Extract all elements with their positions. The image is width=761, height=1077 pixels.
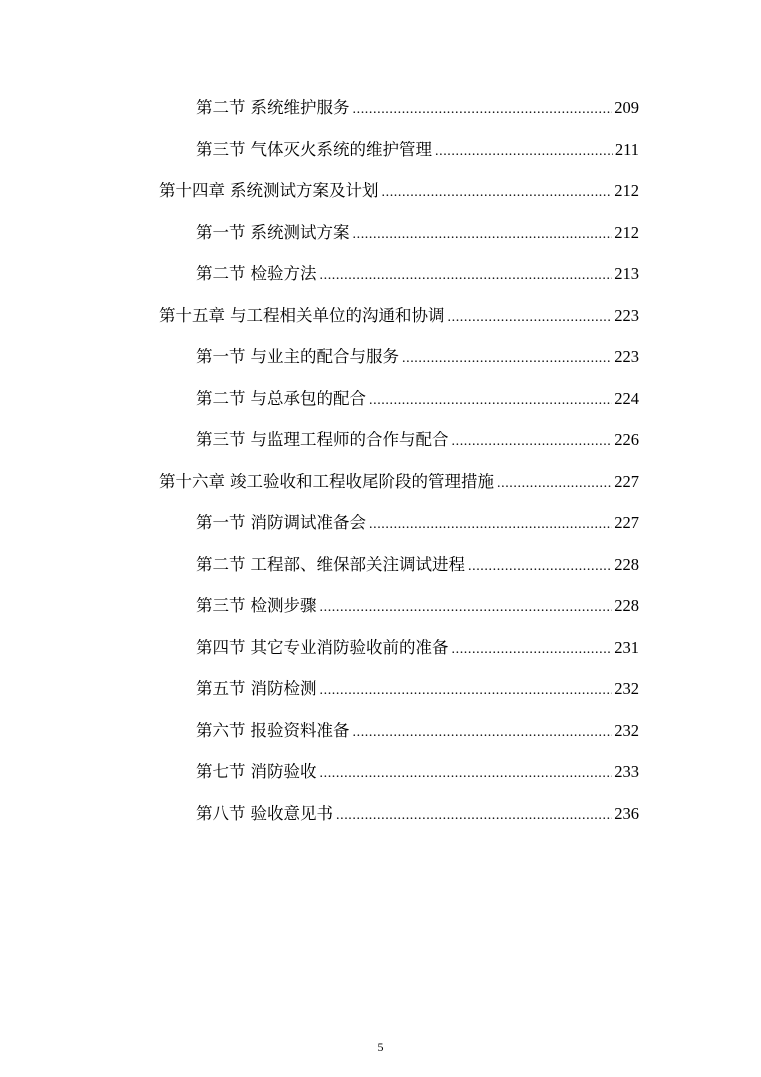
- toc-entry-title: [159, 470, 494, 494]
- toc-entry-page: 223: [614, 306, 639, 325]
- toc-entry-number: 第二节: [196, 389, 246, 408]
- toc-entry-number: 第三节: [196, 430, 246, 449]
- dot-leader: [382, 181, 613, 205]
- dot-leader: [320, 762, 613, 786]
- dot-leader: [468, 555, 612, 579]
- toc-entry-number: 第八节: [196, 804, 246, 823]
- toc-entry-label: 工程部、维保部关注调试进程: [250, 555, 465, 574]
- toc-entry[interactable]: [196, 138, 639, 162]
- toc-entry-title: [196, 553, 465, 577]
- dot-leader: [435, 140, 613, 164]
- toc-entry-title: [196, 511, 366, 535]
- toc-entry-number: 第五节: [196, 679, 246, 698]
- toc-entry-number: 第二节: [196, 555, 246, 574]
- toc-entry[interactable]: [196, 511, 639, 535]
- toc-entry-page: 232: [614, 679, 639, 698]
- toc-entry-label: 系统测试方案及计划: [230, 181, 379, 200]
- toc-entry[interactable]: [196, 636, 639, 660]
- toc-entry-page: 236: [614, 804, 639, 823]
- toc-entry[interactable]: [196, 677, 639, 701]
- toc-entry-number: 第二节: [196, 264, 246, 283]
- toc-entry-label: 检测步骤: [250, 596, 317, 615]
- toc-entry-title: [196, 802, 333, 826]
- toc-entry-page: 228: [614, 555, 639, 574]
- toc-entry-label: 系统维护服务: [250, 98, 350, 117]
- toc-entry-title: [196, 345, 399, 369]
- toc-entry-label: 检验方法: [250, 264, 317, 283]
- dot-leader: [353, 98, 613, 122]
- toc-entry-label: 与监理工程师的合作与配合: [250, 430, 449, 449]
- toc-entry-number: 第十六章: [159, 472, 225, 491]
- toc-entry-number: 第一节: [196, 223, 246, 242]
- toc-entry-title: [159, 179, 379, 203]
- toc-entry-number: 第十五章: [159, 306, 225, 325]
- dot-leader: [402, 347, 612, 371]
- toc-entry[interactable]: [196, 719, 639, 743]
- toc-entry[interactable]: [196, 553, 639, 577]
- toc-entry-title: [196, 677, 317, 701]
- toc-entry-page: 226: [614, 430, 639, 449]
- page-number: 5: [377, 1040, 384, 1054]
- dot-leader: [369, 513, 612, 537]
- toc-entry-number: 第六节: [196, 721, 246, 740]
- toc-entry-page: 212: [614, 181, 639, 200]
- toc-entry-number: 第二节: [196, 98, 246, 117]
- dot-leader: [452, 638, 613, 662]
- toc-entry-label: 消防检测: [250, 679, 317, 698]
- toc-entry[interactable]: [159, 470, 639, 494]
- toc-entry-page: 227: [614, 513, 639, 532]
- toc-entry-page: 223: [614, 347, 639, 366]
- dot-leader: [320, 264, 613, 288]
- toc-entry-number: 第三节: [196, 140, 246, 159]
- toc-entry[interactable]: [196, 760, 639, 784]
- toc-entry-number: 第十四章: [159, 181, 225, 200]
- dot-leader: [353, 223, 613, 247]
- toc-entry-title: [196, 428, 449, 452]
- toc-entry-label: 系统测试方案: [250, 223, 350, 242]
- toc-entry[interactable]: [196, 594, 639, 618]
- toc-entry[interactable]: [196, 387, 639, 411]
- dot-leader: [320, 596, 613, 620]
- toc-entry-page: 232: [614, 721, 639, 740]
- toc-entry-title: [196, 636, 449, 660]
- toc-entry-label: 消防验收: [250, 762, 317, 781]
- toc-entry-label: 报验资料准备: [250, 721, 350, 740]
- dot-leader: [336, 804, 612, 828]
- toc-entry-page: 209: [614, 98, 639, 117]
- toc-entry-title: [196, 221, 350, 245]
- toc-entry-label: 与业主的配合与服务: [250, 347, 399, 366]
- toc-entry-number: 第七节: [196, 762, 246, 781]
- toc-entry-page: 224: [614, 389, 639, 408]
- toc-entry[interactable]: [159, 304, 639, 328]
- toc-entry[interactable]: [196, 802, 639, 826]
- toc-entry-title: [159, 304, 445, 328]
- toc-entry[interactable]: [196, 345, 639, 369]
- toc-entry-page: 211: [614, 140, 639, 159]
- toc-entry-number: 第四节: [196, 638, 246, 657]
- toc-entry-title: [196, 262, 317, 286]
- toc-entry-title: [196, 594, 317, 618]
- toc-entry-label: 竣工验收和工程收尾阶段的管理措施: [230, 472, 494, 491]
- toc-entry[interactable]: [196, 96, 639, 120]
- toc-entry-page: 212: [614, 223, 639, 242]
- toc-entry-label: 消防调试准备会: [250, 513, 366, 532]
- toc-entry-title: [196, 760, 317, 784]
- toc-entry-number: 第三节: [196, 596, 246, 615]
- toc-entry[interactable]: [196, 262, 639, 286]
- toc-entry-number: 第一节: [196, 347, 246, 366]
- toc-entry-page: 231: [614, 638, 639, 657]
- dot-leader: [353, 721, 613, 745]
- toc-entry-label: 验收意见书: [250, 804, 333, 823]
- toc-entry[interactable]: [159, 179, 639, 203]
- toc-entry[interactable]: [196, 221, 639, 245]
- dot-leader: [320, 679, 613, 703]
- toc-entry-title: [196, 138, 432, 162]
- toc-entry-title: [196, 96, 350, 120]
- toc-entry[interactable]: [196, 428, 639, 452]
- toc-entry-page: 228: [614, 596, 639, 615]
- toc-entry-label: 与总承包的配合: [250, 389, 366, 408]
- toc-entry-page: 227: [614, 472, 639, 491]
- toc-entry-label: 气体灭火系统的维护管理: [250, 140, 432, 159]
- dot-leader: [448, 306, 613, 330]
- toc-entry-title: [196, 719, 350, 743]
- toc-entry-title: [196, 387, 366, 411]
- toc-entry-page: 213: [614, 264, 639, 283]
- dot-leader: [452, 430, 613, 454]
- toc-entry-page: 233: [614, 762, 639, 781]
- dot-leader: [369, 389, 612, 413]
- toc-entry-label: 其它专业消防验收前的准备: [250, 638, 449, 657]
- toc-entry-number: 第一节: [196, 513, 246, 532]
- dot-leader: [497, 472, 612, 496]
- toc-entry-label: 与工程相关单位的沟通和协调: [230, 306, 445, 325]
